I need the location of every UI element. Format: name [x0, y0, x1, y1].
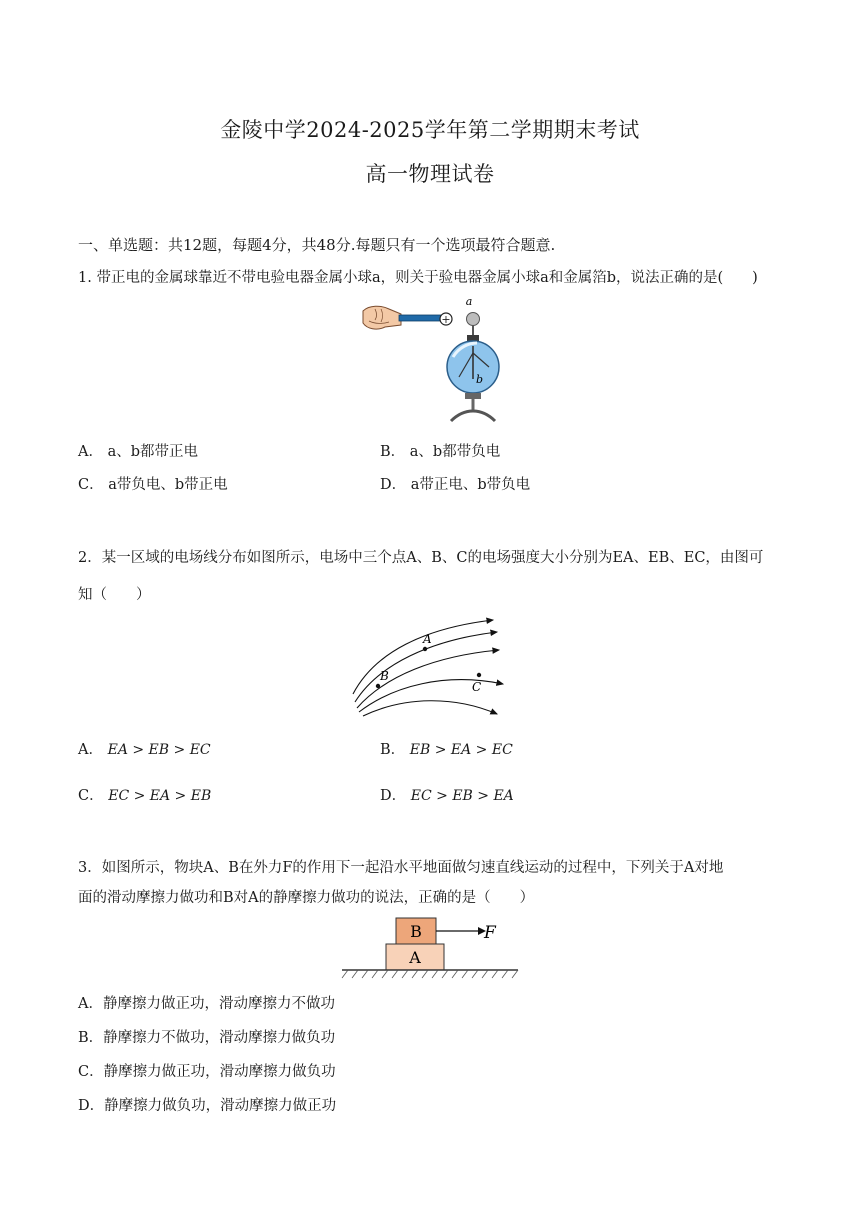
field-line-5: [363, 701, 497, 716]
q3-option-d[interactable]: D．静摩擦力做负功，滑动摩擦力做正功: [78, 1098, 337, 1114]
exam-subtitle: 高一物理试卷: [365, 162, 495, 186]
q2-field-lines-figure: [345, 612, 515, 722]
q2-stem-line-2: 知（ ）: [78, 587, 151, 603]
hand-icon: [363, 306, 401, 329]
exam-title: 金陵中学2024-2025学年第二学期期末考试: [220, 118, 640, 142]
point-c: [477, 673, 481, 677]
q2-option-b[interactable]: B． EB > EA > EC: [380, 742, 513, 758]
field-line-4: [359, 680, 503, 712]
insulating-rod: [399, 315, 441, 321]
label-point-c: C: [472, 680, 482, 694]
q3-stem-line-1: 3．如图所示，物块A、B在外力F的作用下一起沿水平地面做匀速直线运动的过程中，下列关于A对地: [78, 860, 724, 876]
label-force: F: [484, 923, 496, 943]
q1-option-b[interactable]: B． a、b都带负电: [380, 444, 501, 460]
q3-option-a[interactable]: A．静摩擦力做正功，滑动摩擦力不做功: [78, 996, 335, 1012]
q2-option-a[interactable]: A． EA > EB > EC: [78, 742, 211, 758]
stand-base: [465, 393, 481, 399]
plus-sign: +: [441, 313, 451, 326]
point-b: [376, 684, 380, 688]
label-block-a: A: [409, 948, 421, 967]
label-b: b: [476, 373, 484, 386]
q2-option-d[interactable]: D． EC > EB > EA: [380, 788, 514, 804]
q2-stem-line-1: 2．某一区域的电场线分布如图所示，电场中三个点A、B、C的电场强度大小分别为EA、EB、EC，由图可: [78, 550, 764, 566]
label-point-a: A: [423, 632, 432, 646]
q1-option-d[interactable]: D． a带正电、b带负电: [380, 477, 531, 493]
stand-feet: [451, 411, 495, 421]
electroscope-ball-a: [467, 313, 480, 326]
point-a: [423, 647, 427, 651]
q3-option-c[interactable]: C．静摩擦力做正功，滑动摩擦力做负功: [78, 1064, 336, 1080]
label-point-b: B: [380, 669, 389, 683]
q3-stem-line-2: 面的滑动摩擦力做功和B对A的静摩擦力做功的说法，正确的是（ ）: [78, 890, 535, 906]
q2-option-c[interactable]: C． EC > EA > EB: [78, 788, 212, 804]
q1-electroscope-figure: [355, 293, 525, 428]
q3-option-b[interactable]: B．静摩擦力不做功，滑动摩擦力做负功: [78, 1030, 336, 1046]
q1-option-a[interactable]: A． a、b都带正电: [78, 444, 199, 460]
label-block-b: B: [410, 922, 422, 941]
q1-stem: 1. 带正电的金属球靠近不带电验电器金属小球a，则关于验电器金属小球a和金属箔b，说法正确的是( ): [78, 270, 758, 286]
label-a: a: [465, 295, 473, 308]
ground-hatching: [342, 970, 518, 978]
q3-blocks-figure: [338, 914, 523, 982]
section-heading: 一、单选题：共12题，每题4分，共48分.每题只有一个选项最符合题意.: [78, 236, 556, 254]
q1-option-c[interactable]: C． a带负电、b带正电: [78, 477, 228, 493]
